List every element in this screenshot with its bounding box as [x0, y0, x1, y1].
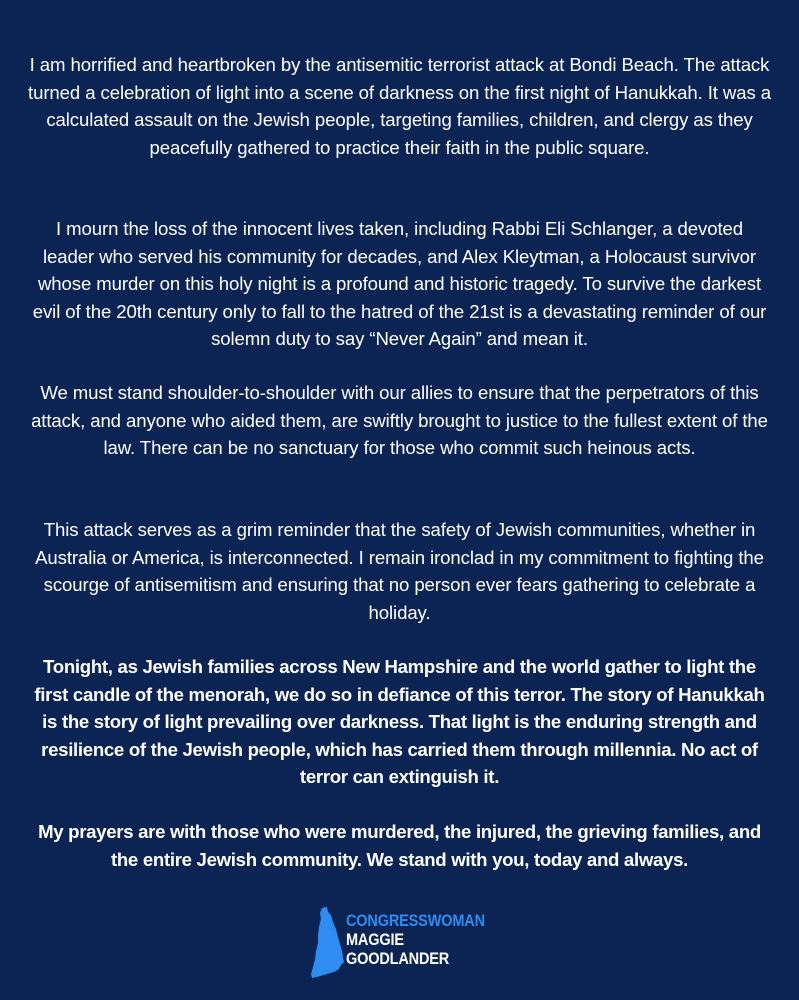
statement-paragraph-1: I am horrified and heartbroken by the antisemitic terrorist attack at Bondi Beach. The attack turned a celebration of light into a scene of darkness on the first night of Hanukkah. It was a calculated assault on the Jewish people, targeting families, children, and clergy as they peacefully gathered to practice their faith in the public square. — [28, 54, 771, 158]
statement-paragraph-2: I mourn the loss of the innocent lives taken, including Rabbi Eli Schlanger, a devoted leader who served his community for decades, and Alex Kleytman, a Holocaust survivor whose murder on this holy night is a profound and historic tragedy. To survive the darkest evil of the 20th century only to fall to the hatred of the 21st is a devastating reminder of our solemn duty to say “Never Again” and mean it. — [32, 218, 767, 349]
congresswoman-logo — [309, 907, 499, 982]
new-hampshire-state-shape-icon — [309, 907, 345, 979]
logo-first-name: MAGGIE — [346, 931, 404, 949]
logo-title: CONGRESSWOMAN — [346, 912, 485, 930]
logo-last-name: GOODLANDER — [346, 950, 450, 968]
statement-paragraph-4: This attack serves as a grim reminder that the safety of Jewish communities, whether in Australia or America, is interconnected. I remain ironclad in my commitment to fighting the scourge of antisemitism and ensuring that no person ever fears gathering to celebrate a holiday. — [35, 519, 764, 623]
statement-paragraph-5: Tonight, as Jewish families across New Hampshire and the world gather to light the first candle of the menorah, we do so in defiance of this terror. The story of Hanukkah is the story of light prevailing over darkness. That light is the enduring strength and resilience of the Jewish people, which has carried them through millennia. No act of terror can extinguish it. — [34, 656, 765, 787]
statement-paragraph-6: My prayers are with those who were murdered, the injured, the grieving families, and the entire Jewish community. We stand with you, today and always. — [38, 821, 761, 870]
statement-paragraph-3: We must stand shoulder-to-shoulder with our allies to ensure that the perpetrators of this attack, and anyone who aided them, are swiftly brought to justice to the fullest extent of the law. There can be no sanctuary for those who commit such heinous acts. — [31, 382, 768, 458]
